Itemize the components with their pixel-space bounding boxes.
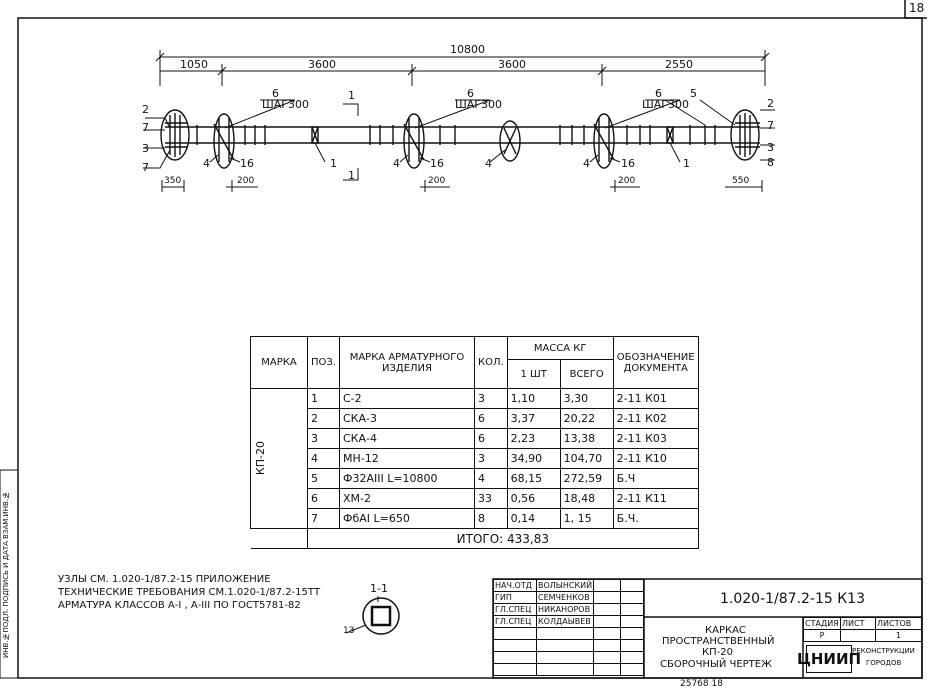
section-mark-top: 1 (348, 89, 355, 102)
cell-qty: 3 (474, 389, 507, 409)
stage-value: Р (804, 630, 841, 642)
date (621, 580, 644, 592)
cell-one: 1,10 (507, 389, 560, 409)
note-line-3: АРМАТУРА КЛАССОВ А-I , А-III ПО ГОСТ5781-82 (58, 600, 301, 611)
role-row (494, 616, 644, 628)
cell-pos: 7 (308, 509, 340, 529)
cell-doc: 2-11 К01 (613, 389, 698, 409)
header-qty: КОЛ. (474, 337, 507, 389)
signature (594, 616, 621, 628)
group-marka-cell (251, 389, 308, 529)
callout-4-a: 4 (203, 157, 210, 170)
callout-16-a: 16 (240, 157, 254, 170)
role-name: КОЛДАЫВЕВ (537, 616, 594, 628)
dim-200-c: 200 (618, 176, 636, 186)
bottom-numbers: 25768 18 (680, 679, 723, 689)
cell-doc: 2-11 К11 (613, 489, 698, 509)
leaders (143, 97, 775, 180)
role-row (494, 592, 644, 604)
cell-doc: 2-11 К10 (613, 449, 698, 469)
cell-qty: 33 (474, 489, 507, 509)
cell-total: 1, 15 (560, 509, 613, 529)
header-one: 1 ШТ (507, 360, 560, 389)
callout-3-right: 3 (767, 141, 774, 154)
sheet-value (841, 630, 876, 642)
cell-item: ХМ-2 (339, 489, 474, 509)
dim-3600-b: 3600 (498, 58, 526, 71)
org-logo: ЦНИИП (806, 645, 852, 673)
cell-pos: 1 (308, 389, 340, 409)
pitch-label-2: ШАГ300 (455, 98, 502, 111)
cell-total: 104,70 (560, 449, 613, 469)
specification-table (250, 336, 699, 549)
header-total: ВСЕГО (560, 360, 613, 389)
pitch-label-1: ШАГ300 (262, 98, 309, 111)
cell-doc: Б.Ч. (613, 509, 698, 529)
role-row (494, 604, 644, 616)
corner-sheet-number: 18 (909, 1, 925, 15)
section-label: 1-1 (370, 582, 388, 595)
cell-item: СКА-4 (339, 429, 474, 449)
cell-total: 272,59 (560, 469, 613, 489)
cell-qty: 4 (474, 469, 507, 489)
cell-doc: 2-11 К02 (613, 409, 698, 429)
cell-qty: 6 (474, 409, 507, 429)
cell-total: 13,38 (560, 429, 613, 449)
signature (594, 604, 621, 616)
title-line-2: ПРОСТРАНСТВЕННЫЙ (662, 636, 775, 647)
table-total: ИТОГО: 433,83 (308, 529, 699, 549)
table-row (251, 389, 699, 409)
note-line-1: УЗЛЫ СМ. 1.020-1/87.2-15 ПРИЛОЖЕНИЕ (58, 574, 271, 585)
pitch-count-3: 6 (655, 87, 662, 100)
org-line-2: ГОРОДОВ (866, 659, 902, 667)
cell-doc: 2-11 К03 (613, 429, 698, 449)
total-empty (251, 529, 308, 549)
cell-item: МН-12 (339, 449, 474, 469)
callout-1-d: 1 (683, 157, 690, 170)
title-line-3: КП-20 (702, 647, 733, 658)
cell-doc: Б.Ч (613, 469, 698, 489)
date (621, 592, 644, 604)
cell-pos: 4 (308, 449, 340, 469)
cell-item: Ф32АIII L=10800 (339, 469, 474, 489)
cell-pos: 6 (308, 489, 340, 509)
cell-one: 34,90 (507, 449, 560, 469)
title-block-roles (493, 579, 644, 676)
callout-7-left: 7 (142, 121, 149, 134)
callout-16-b: 16 (430, 157, 444, 170)
cell-pos: 3 (308, 429, 340, 449)
table-row (251, 429, 699, 449)
cell-qty: 8 (474, 509, 507, 529)
role: ГИП (494, 592, 537, 604)
section-mark-bottom: 1 (348, 169, 355, 182)
table-row (251, 469, 699, 489)
table-row (251, 409, 699, 429)
header-mass: МАССА КГ (507, 337, 613, 360)
sheets-value: 1 (876, 630, 922, 642)
margin-stamp-text: ИНВ.№ПОДЛ. ПОДПИСЬ И ДАТА ВЗАМ.ИНВ.№ (2, 490, 10, 658)
section-callout: 13 (343, 626, 355, 636)
callout-2-left: 2 (142, 103, 149, 116)
cell-qty: 3 (474, 449, 507, 469)
role: ГЛ.СПЕЦ (494, 604, 537, 616)
callout-3-left: 3 (142, 142, 149, 155)
callout-4-d: 4 (583, 157, 590, 170)
cell-one: 68,15 (507, 469, 560, 489)
table-row (251, 509, 699, 529)
cell-total: 18,48 (560, 489, 613, 509)
callout-2-right: 2 (767, 97, 774, 110)
signature (594, 592, 621, 604)
pitch-count-2: 6 (467, 87, 474, 100)
role: НАЧ.ОТД (494, 580, 537, 592)
role: ГЛ.СПЕЦ (494, 616, 537, 628)
callout-4-c: 4 (485, 157, 492, 170)
dim-1050: 1050 (180, 58, 208, 71)
cell-qty: 6 (474, 429, 507, 449)
callout-5: 5 (690, 87, 697, 100)
dim-200-b: 200 (428, 176, 446, 186)
dim-3600-a: 3600 (308, 58, 336, 71)
dim-200-a: 200 (237, 176, 255, 186)
table-row (251, 449, 699, 469)
dim-350: 350 (164, 176, 182, 186)
role-name: ВОЛЫНСКИЙ (538, 581, 593, 590)
pitch-count-1: 6 (272, 87, 279, 100)
stage-header: СТАДИЯ (805, 619, 839, 628)
sheets-header: ЛИСТОВ (876, 618, 922, 630)
drawing-code: 1.020-1/87.2-15 К13 (720, 591, 865, 607)
stage-table (803, 617, 922, 642)
cell-pos: 5 (308, 469, 340, 489)
header-doc: ОБОЗНАЧЕНИЕ ДОКУМЕНТА (613, 337, 698, 389)
callout-16-d: 16 (621, 157, 635, 170)
pitch-label-3: ШАГ300 (642, 98, 689, 111)
header-marka: МАРКА (251, 337, 308, 389)
org-line-1: РЕКОНСТРУКЦИИ (852, 647, 915, 655)
cell-one: 0,56 (507, 489, 560, 509)
callout-8-right: 8 (767, 156, 774, 169)
table-row (251, 489, 699, 509)
dim-2550: 2550 (665, 58, 693, 71)
cell-one: 3,37 (507, 409, 560, 429)
cell-one: 0,14 (507, 509, 560, 529)
note-line-2: ТЕХНИЧЕСКИЕ ТРЕБОВАНИЯ СМ.1.020-1/87.2-15ТТ (58, 587, 321, 598)
signature (594, 580, 621, 592)
title-line-1: КАРКАС (705, 625, 746, 636)
header-pos: ПОЗ. (308, 337, 340, 389)
sheet-header: ЛИСТ (841, 618, 876, 630)
title-line-4: СБОРОЧНЫЙ ЧЕРТЕЖ (660, 659, 772, 670)
date (621, 604, 644, 616)
cell-item: С-2 (339, 389, 474, 409)
callout-7-left-b: 7 (142, 161, 149, 174)
date (621, 616, 644, 628)
overall-dimension-text: 10800 (450, 43, 485, 56)
role-name: НИКАНОРОВ (537, 604, 594, 616)
callout-7-right: 7 (767, 119, 774, 132)
role-name: СЕМЧЕНКОВ (537, 592, 594, 604)
cell-total: 20,22 (560, 409, 613, 429)
role-row (494, 580, 644, 592)
group-marka: КП-20 (254, 441, 267, 476)
header-item: МАРКА АРМАТУРНОГО ИЗДЕЛИЯ (339, 337, 474, 389)
cell-total: 3,30 (560, 389, 613, 409)
dim-550: 550 (732, 176, 750, 186)
cell-pos: 2 (308, 409, 340, 429)
cell-item: ФбАI L=650 (339, 509, 474, 529)
cell-item: СКА-3 (339, 409, 474, 429)
cell-one: 2,23 (507, 429, 560, 449)
callout-4-b: 4 (393, 157, 400, 170)
callout-1-a: 1 (330, 157, 337, 170)
